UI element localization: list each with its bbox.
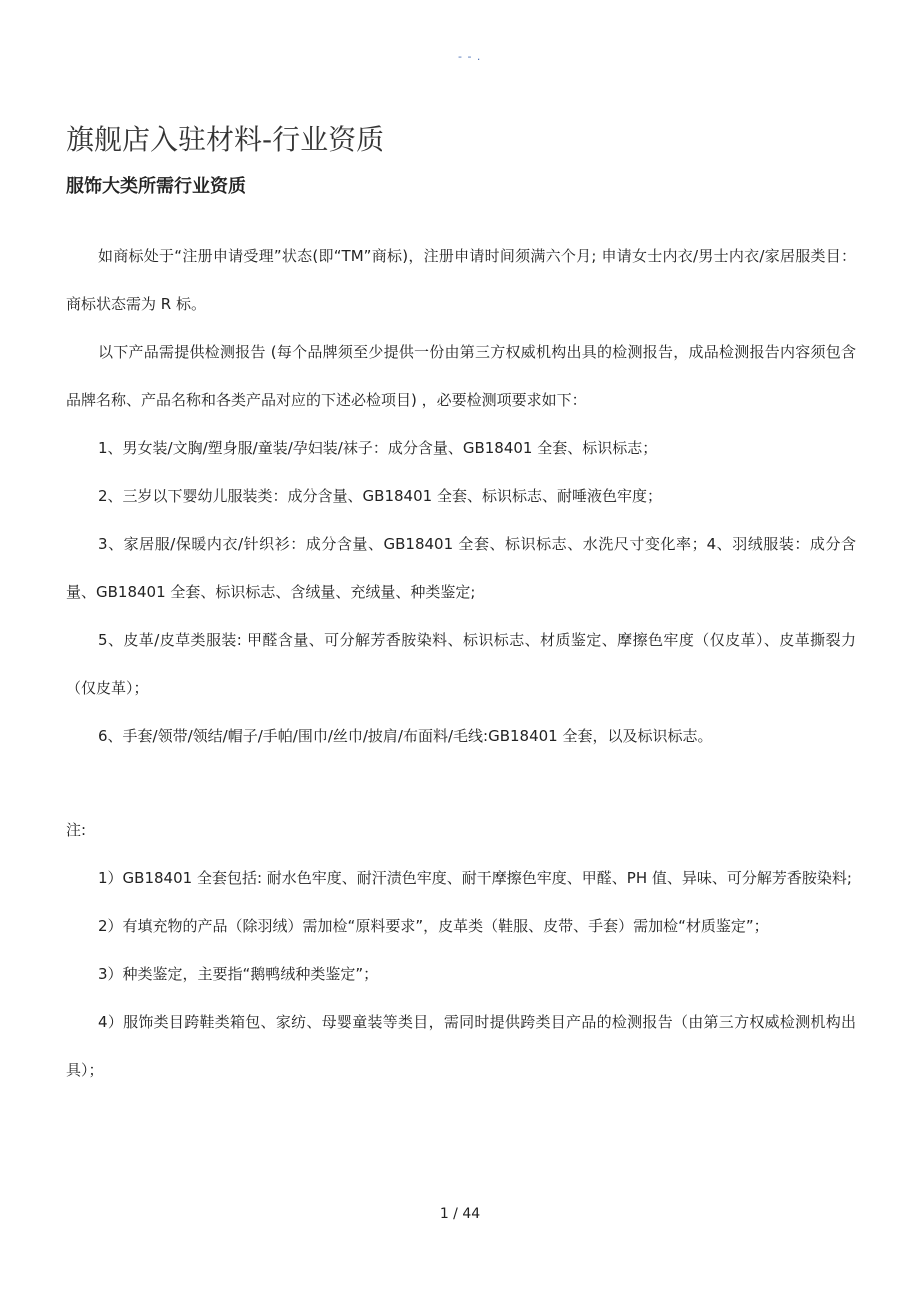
header-mark: - - . <box>458 50 482 63</box>
note-item-4: 4）服饰类目跨鞋类箱包、家纺、母婴童装等类目，需同时提供跨类目产品的检测报告（由第三方权威检测机构出具）； <box>66 1013 856 1079</box>
requirement-item-2: 2、三岁以下婴幼儿服装类：成分含量、GB18401 全套、标识标志、耐唾液色牢度； <box>98 487 662 505</box>
paragraph-trademark: 如商标处于“注册申请受理”状态(即“TM”商标)，注册申请时间须满六个月; 申请女士内衣/男士内衣/家居服类目：商标状态需为 R 标。 <box>66 247 856 313</box>
note-label: 注: <box>66 821 87 839</box>
requirement-item-1: 1、男女装/文胸/塑身服/童装/孕妇装/袜子：成分含量、GB18401 全套、标识标志； <box>98 439 658 457</box>
note-item-3: 3）种类鉴定，主要指“鹅鸭绒种类鉴定”； <box>98 965 379 983</box>
section-spacer <box>66 760 856 806</box>
document-title: 旗舰店入驻材料-行业资质 <box>66 123 385 156</box>
requirement-item-3-4: 3、家居服/保暖内衣/针织衫：成分含量、GB18401 全套、标识标志、水洗尺寸变化率；4、羽绒服装：成分含量、GB18401 全套、标识标志、含绒量、充绒量、种类鉴定; <box>66 535 856 601</box>
requirement-item-6: 6、手套/领带/领结/帽子/手帕/围巾/丝巾/披肩/布面料/毛线:GB18401 全套，以及标识标志。 <box>98 727 713 745</box>
note-item-2: 2）有填充物的产品（除羽绒）需加检“原料要求”，皮革类（鞋服、皮带、手套）需加检“材质鉴定”； <box>98 917 769 935</box>
page-number: 1 / 44 <box>439 1206 481 1222</box>
requirement-item-5: 5、皮革/皮草类服装: 甲醛含量、可分解芳香胺染料、标识标志、材质鉴定、摩擦色牢度（仅皮革）、皮革撕裂力（仅皮革）； <box>66 631 856 697</box>
paragraph-test-report: 以下产品需提供检测报告 (每个品牌须至少提供一份由第三方权威机构出具的检测报告，成品检测报告内容须包含品牌名称、产品名称和各类产品对应的下述必检项目) ，必要检测项要求如下： <box>66 343 856 409</box>
section-subtitle: 服饰大类所需行业资质 <box>66 176 246 197</box>
document-body <box>66 232 856 1094</box>
note-item-1: 1）GB18401 全套包括: 耐水色牢度、耐汗渍色牢度、耐干摩擦色牢度、甲醛、PH 值、异味、可分解芳香胺染料; <box>98 869 852 887</box>
